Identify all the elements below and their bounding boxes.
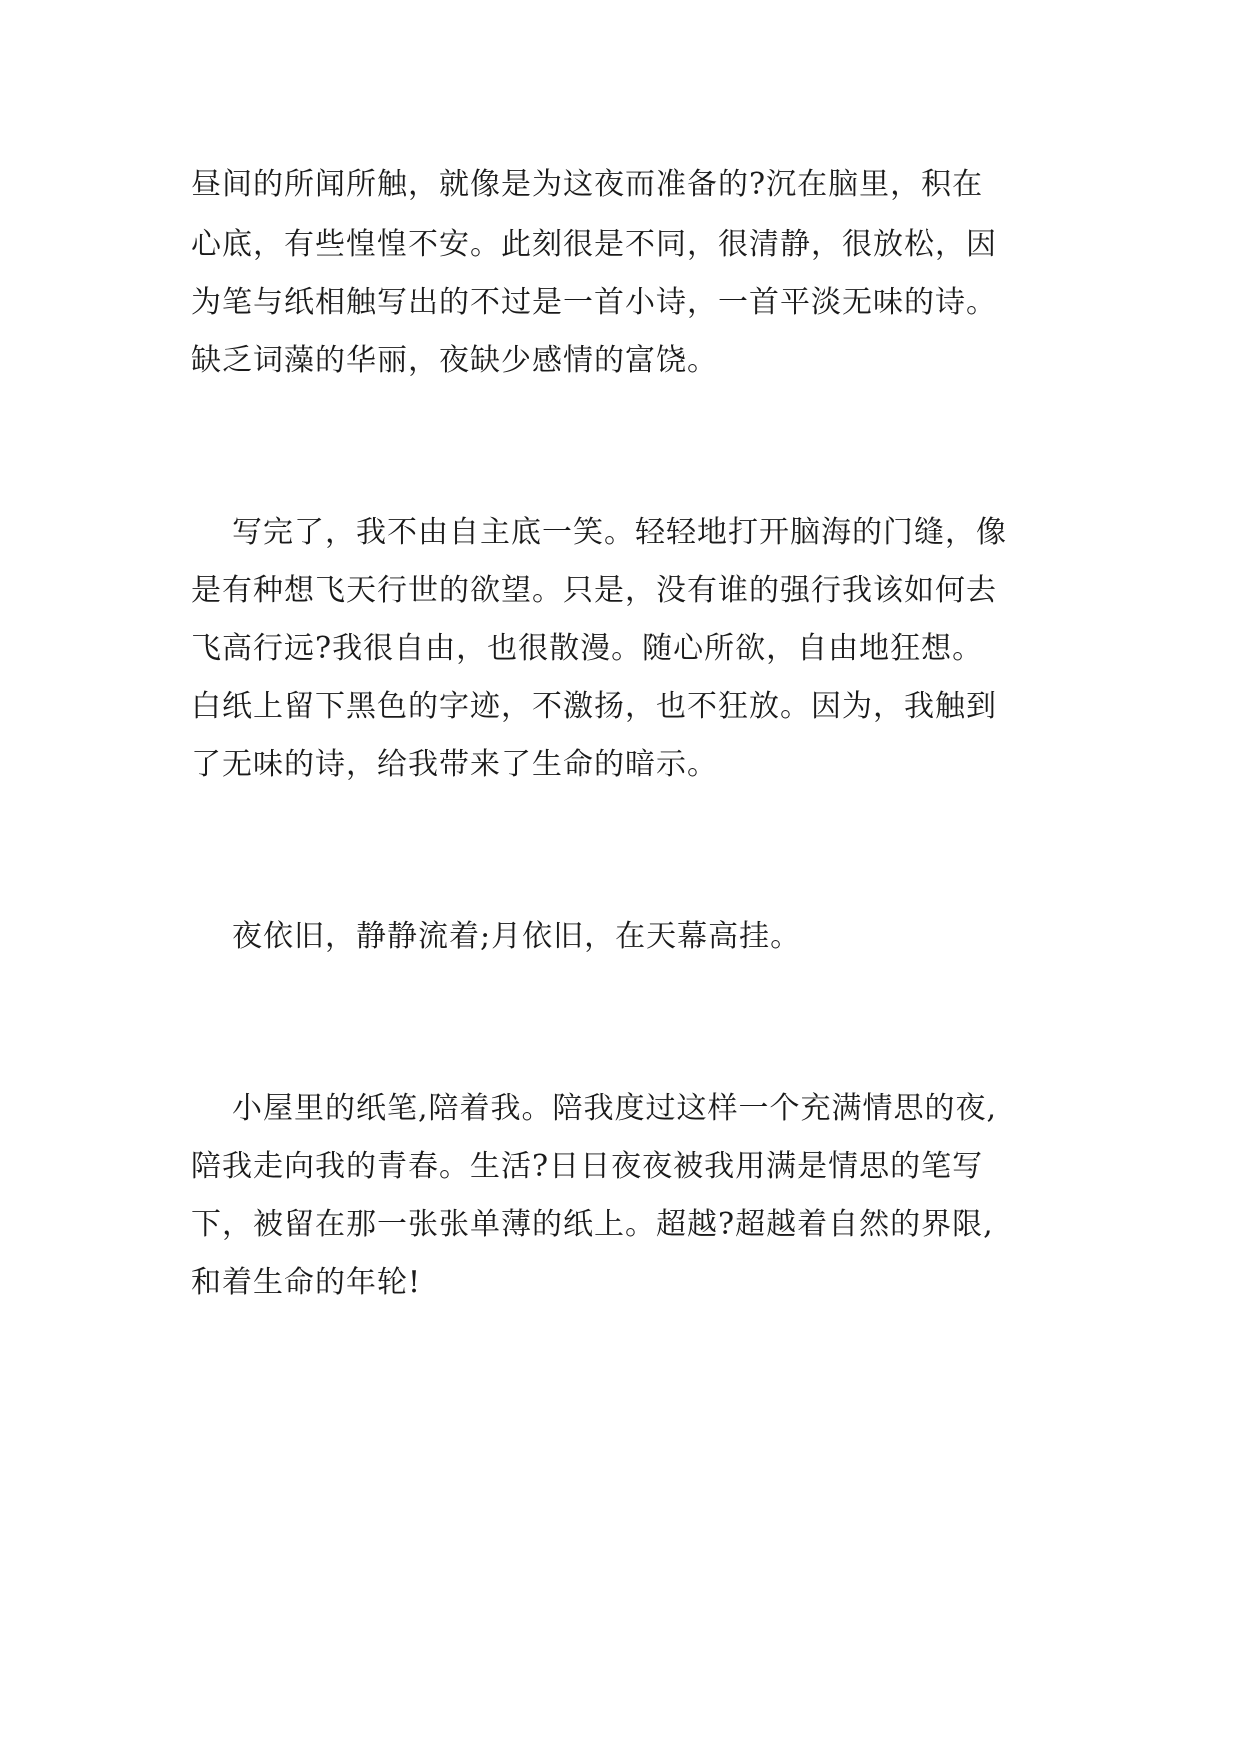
text-line: 昼间的所闻所触，就像是为这夜而准备的?沉在脑里，积在 <box>191 167 984 202</box>
text-line: 缺乏词藻的华丽，夜缺少感情的富饶。 <box>191 343 718 378</box>
text-line: 陪我走向我的青春。生活?日日夜夜被我用满是情思的笔写 <box>191 1149 984 1184</box>
text-line: 和着生命的年轮! <box>191 1265 422 1300</box>
text-line: 了无味的诗，给我带来了生命的暗示。 <box>191 747 718 782</box>
text-line: 飞高行远?我很自由，也很散漫。随心所欲，自由地狂想。 <box>191 631 984 666</box>
text-line: 是有种想飞天行世的欲望。只是，没有谁的强行我该如何去 <box>191 573 997 608</box>
text-line: 夜依旧，静静流着;月依旧，在天幕高挂。 <box>232 919 802 954</box>
text-line: 小屋里的纸笔,陪着我。陪我度过这样一个充满情思的夜, <box>232 1091 998 1126</box>
text-line: 写完了，我不由自主底一笑。轻轻地打开脑海的门缝，像 <box>232 515 1007 550</box>
text-line: 白纸上留下黑色的字迹，不激扬，也不狂放。因为，我触到 <box>191 689 997 724</box>
text-line: 心底，有些惶惶不安。此刻很是不同，很清静，很放松，因 <box>191 227 997 262</box>
text-line: 为笔与纸相触写出的不过是一首小诗，一首平淡无味的诗。 <box>191 285 997 320</box>
text-line: 下，被留在那一张张单薄的纸上。超越?超越着自然的界限, <box>191 1207 994 1242</box>
